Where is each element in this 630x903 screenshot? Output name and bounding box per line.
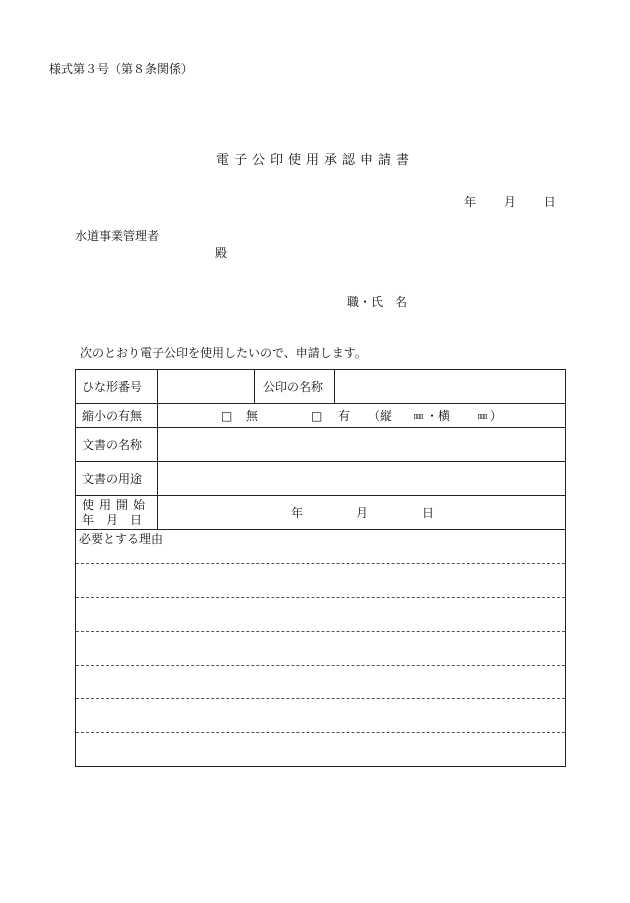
reason-label: 必要とする理由	[79, 532, 164, 546]
shrink-label: 縮小の有無	[82, 409, 143, 423]
start-date-row	[76, 496, 565, 530]
doc-use-row	[76, 462, 565, 496]
shrink-yes-label: 有	[338, 409, 351, 423]
template-number-label: ひな形番号	[82, 380, 143, 394]
addressee: 水道事業管理者	[75, 229, 160, 243]
reason-line	[76, 665, 565, 666]
applicant-name-label: 職・氏 名	[347, 295, 408, 309]
doc-name-row	[76, 428, 565, 462]
size-open-label: （縦	[368, 409, 393, 423]
form-number: 様式第３号（第８条関係）	[49, 62, 194, 76]
date-year-label: 年	[464, 195, 477, 209]
application-table	[75, 369, 566, 767]
intro-text: 次のとおり電子公印を使用したいので、申請します。	[80, 346, 367, 360]
template-number-field[interactable]	[158, 370, 254, 403]
honorific: 殿	[215, 246, 228, 260]
date-line	[464, 195, 556, 209]
reason-line	[76, 597, 565, 598]
shrink-yes-checkbox[interactable]	[311, 404, 322, 427]
shrink-no-checkbox[interactable]	[221, 404, 232, 427]
seal-name-field[interactable]	[335, 370, 565, 403]
size-close-label: ）	[490, 409, 503, 423]
document-title: 電子公印使用承認申請書	[215, 153, 414, 168]
template-row	[76, 370, 565, 404]
height-unit-label: ㎜	[414, 412, 424, 422]
width-unit-label: ㎜	[478, 412, 488, 422]
divider	[254, 370, 255, 403]
checkbox-icon: □	[311, 408, 323, 423]
date-month-label: 月	[503, 195, 516, 209]
reason-line	[76, 698, 565, 699]
checkbox-icon: □	[221, 408, 233, 423]
start-day-label: 日	[422, 506, 435, 520]
doc-name-field[interactable]	[158, 428, 565, 461]
doc-use-field[interactable]	[158, 462, 565, 495]
seal-name-label: 公印の名称	[263, 380, 324, 394]
doc-use-label: 文書の用途	[82, 472, 143, 486]
width-mm-field[interactable]	[453, 404, 477, 427]
doc-name-label: 文書の名称	[82, 438, 143, 452]
height-mm-field[interactable]	[393, 404, 413, 427]
shrink-no-label: 無	[246, 409, 259, 423]
start-date-label-line1: 使用開始	[82, 497, 151, 512]
start-date-label-line2: 年 月 日	[82, 512, 143, 527]
reason-line	[76, 732, 565, 733]
start-date-field[interactable]	[158, 496, 565, 529]
size-mid-label: ・横	[426, 409, 451, 423]
reason-section[interactable]	[76, 530, 565, 766]
start-month-label: 月	[356, 506, 369, 520]
reason-line	[76, 631, 565, 632]
shrink-row	[76, 404, 565, 428]
divider	[157, 404, 158, 427]
start-year-label: 年	[291, 506, 304, 520]
start-date-label	[82, 496, 150, 529]
reason-line	[76, 563, 565, 564]
date-day-label: 日	[543, 195, 556, 209]
